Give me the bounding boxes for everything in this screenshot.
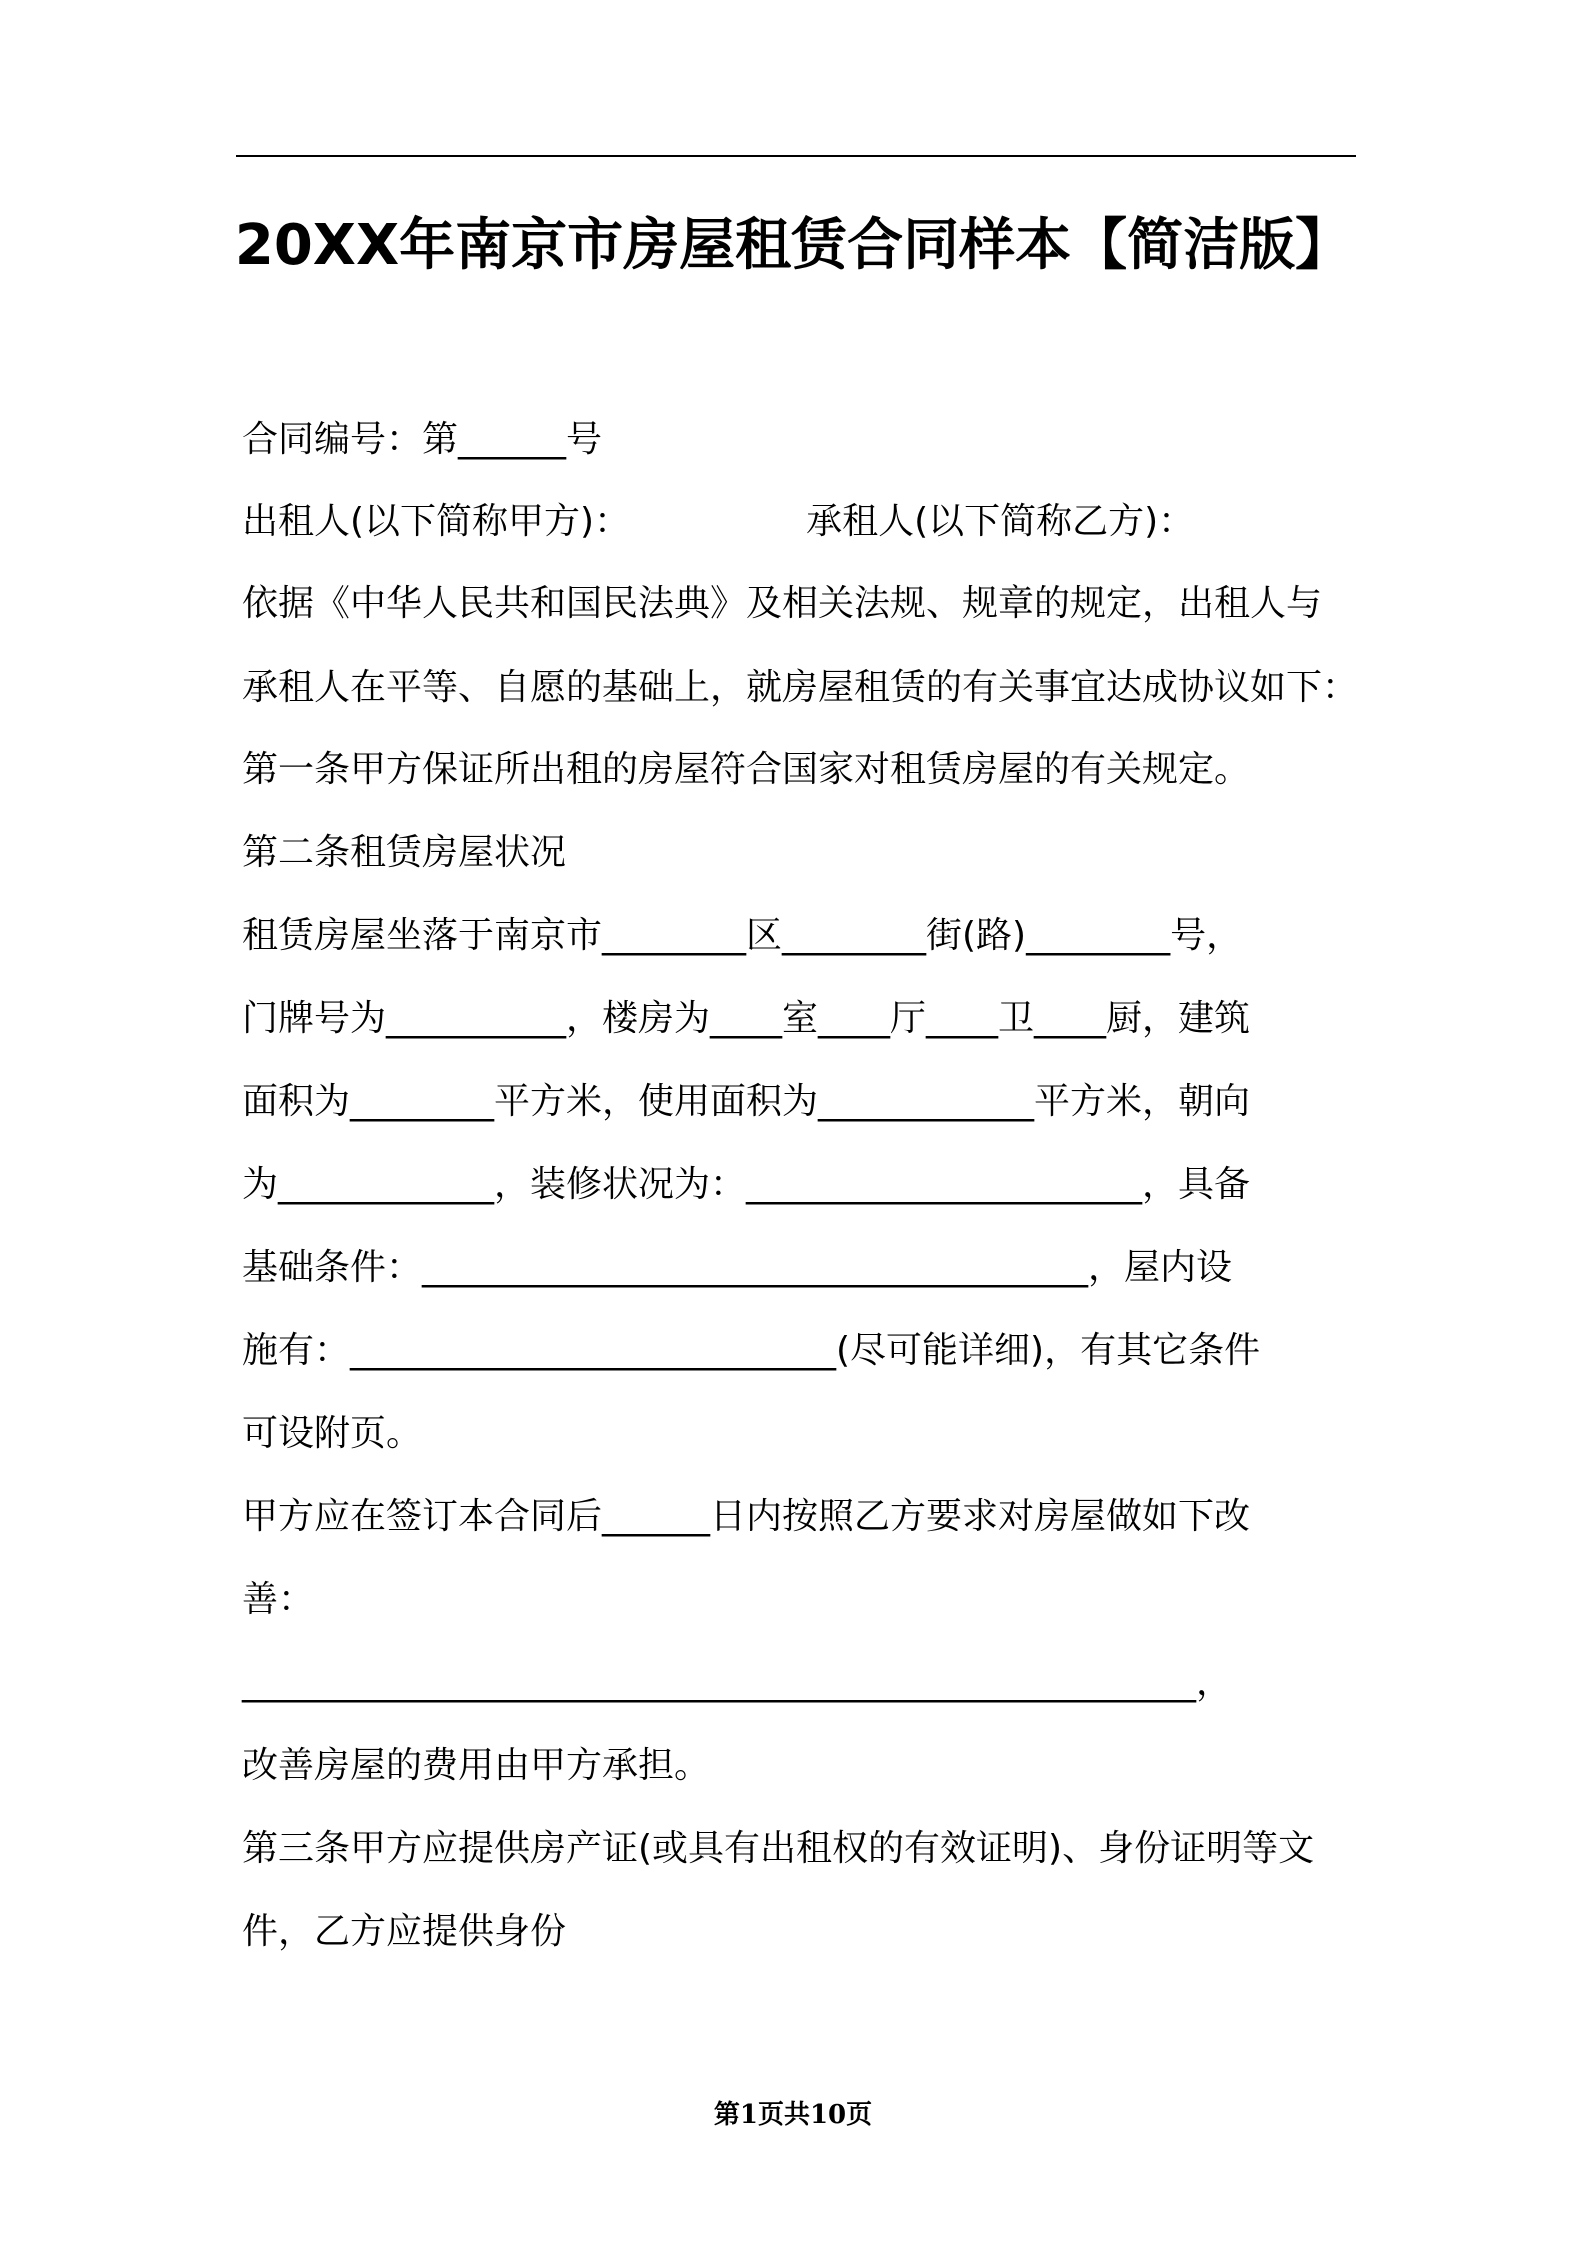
body-line: 门牌号为__________，楼房为____室____厅____卫____厨，建筑: [242, 998, 1251, 1039]
clause-2-heading: 第二条租赁房屋状况: [242, 832, 567, 873]
body-line: 为____________，装修状况为：______________________，具备: [242, 1164, 1251, 1205]
lessee-label: 承租人(以下简称乙方)：: [806, 501, 1195, 542]
lessor-label: 出租人(以下简称甲方)：: [242, 501, 631, 542]
contract-number-line: 合同编号：第______号: [242, 419, 603, 460]
body-line: 依据《中华人民共和国民法典》及相关法规、规章的规定，出租人与: [242, 583, 1323, 624]
header-rule: [236, 155, 1356, 157]
body-line: 租赁房屋坐落于南京市________区________街(路)________号，: [242, 915, 1243, 956]
body-line: 承租人在平等、自愿的基础上，就房屋租赁的有关事宜达成协议如下：: [242, 667, 1359, 708]
body-line: 改善房屋的费用由甲方承担。: [242, 1745, 711, 1786]
body-line: 基础条件：_____________________________________，屋内设: [242, 1247, 1233, 1288]
clause-3-line: 第三条甲方应提供房产证(或具有出租权的有效证明)、身份证明等文: [242, 1828, 1315, 1869]
body-line: 可设附页。: [242, 1413, 423, 1454]
body-line: 甲方应在签订本合同后______日内按照乙方要求对房屋做如下改: [242, 1496, 1251, 1537]
body-line: 件，乙方应提供身份: [242, 1911, 567, 1952]
page-number: 第1页共10页: [713, 2100, 873, 2130]
parties-line: [242, 498, 1194, 546]
document-title: 20XX年南京市房屋租赁合同样本【简洁版】: [234, 213, 1352, 278]
body-line: 施有：___________________________(尽可能详细)，有其它条件: [242, 1330, 1261, 1371]
body-line: 面积为________平方米，使用面积为____________平方米，朝向: [242, 1081, 1251, 1122]
body-line: 善：: [242, 1579, 315, 1620]
blank-fill-line: _____________________________________________________，: [242, 1662, 1232, 1703]
clause-1-line: 第一条甲方保证所出租的房屋符合国家对租赁房屋的有关规定。: [242, 749, 1251, 790]
